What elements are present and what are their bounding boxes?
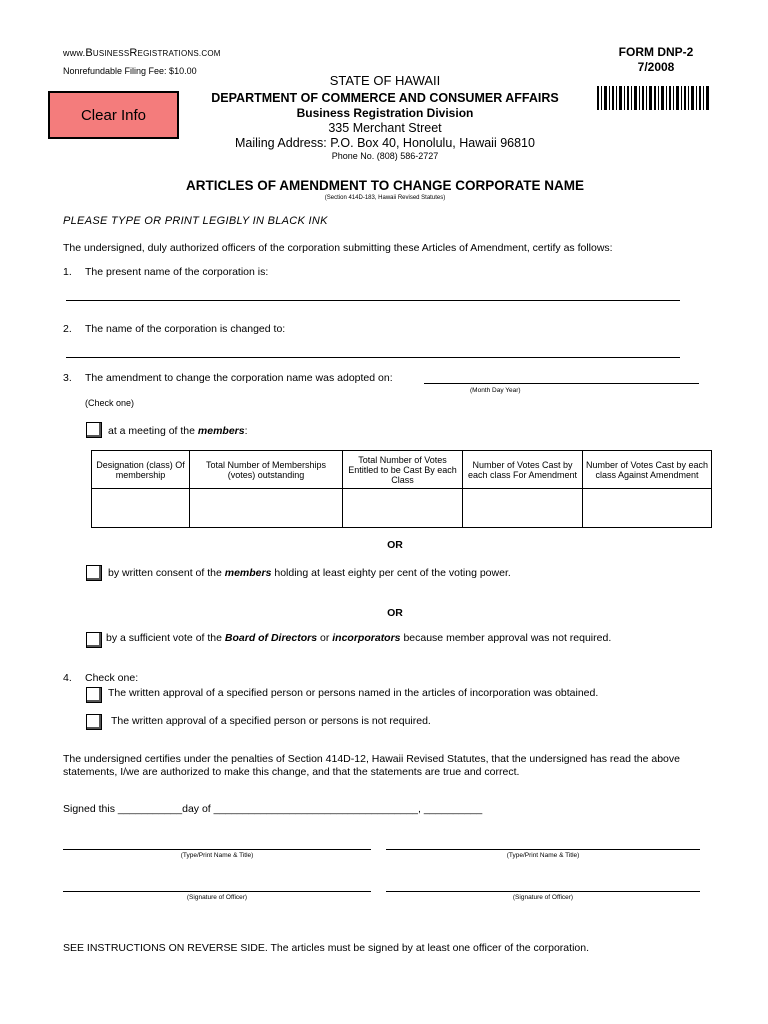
name-title-line-1[interactable]: [63, 849, 371, 850]
item1-number: 1.: [63, 266, 72, 278]
check-one-label: (Check one): [85, 398, 135, 408]
designation-cell[interactable]: [92, 489, 190, 528]
form-id: [600, 45, 712, 75]
url-usiness: USINESS: [92, 49, 130, 58]
item2-number: 2.: [63, 323, 72, 335]
new-name-field[interactable]: [66, 357, 680, 358]
or-divider-2: OR: [387, 607, 403, 619]
consent-prefix: by written consent of the: [108, 567, 222, 579]
statute-reference: (Section 414D-183, Hawaii Revised Statutes): [324, 195, 446, 201]
street-address: 335 Merchant Street: [328, 121, 442, 135]
name-title-caption-2: (Type/Print Name & Title): [506, 852, 580, 859]
signature-line-2[interactable]: [386, 891, 700, 892]
column-votes-against: Number of Votes Cast by each class Against Amendment: [583, 451, 712, 489]
meeting-checkbox[interactable]: [86, 422, 102, 438]
signed-date-line[interactable]: Signed this ___________day of ___________________________________, __________: [63, 803, 483, 815]
name-title-line-2[interactable]: [386, 849, 700, 850]
consent-suffix: holding at least eighty per cent of the voting power.: [274, 567, 511, 579]
board-or: or: [320, 632, 330, 644]
board-vote-checkbox[interactable]: [86, 632, 102, 648]
department-heading: DEPARTMENT OF COMMERCE AND CONSUMER AFFAIRS: [211, 91, 559, 105]
adoption-date-field[interactable]: [424, 383, 699, 384]
votes-for-cell[interactable]: [463, 489, 583, 528]
table-row: [92, 489, 712, 528]
certification-text: The undersigned certifies under the penalties of Section 414D-12, Hawaii Revised Statutes, that the undersigned has read the above statements, I/we are authorized to make this change, and that the statements are true and correct.: [63, 753, 680, 778]
votes-entitled-cell[interactable]: [343, 489, 463, 528]
intro-text: The undersigned, duly authorized officers of the corporation submitting these Articles of Amendment, certify as follows:: [63, 242, 613, 254]
item1-label: The present name of the corporation is:: [85, 266, 269, 278]
column-designation: Designation (class) Of membership: [92, 451, 190, 489]
votes-table: [91, 450, 712, 528]
division-heading: Business Registration Division: [296, 106, 474, 120]
name-title-caption-1: (Type/Print Name & Title): [180, 852, 254, 859]
item2-label: The name of the corporation is changed to:: [85, 323, 286, 335]
board-prefix: by a sufficient vote of the: [106, 632, 222, 644]
item3-number: 3.: [63, 372, 72, 384]
item4-number: 4.: [63, 672, 72, 684]
form-date: 7/2008: [637, 60, 675, 74]
written-consent-label: [108, 567, 511, 579]
form-number: FORM DNP-2: [618, 45, 694, 59]
votes-against-cell[interactable]: [583, 489, 712, 528]
signature-caption-1: (Signature of Officer): [186, 894, 248, 901]
url-rest: EGISTRATIONS.COM: [137, 49, 221, 58]
filing-fee: Nonrefundable Filing Fee: $10.00: [63, 66, 197, 76]
url-b: B: [85, 47, 93, 59]
or-divider-1: OR: [387, 539, 403, 551]
consent-members: members: [224, 567, 272, 579]
url-prefix: www.: [63, 48, 86, 58]
table-header-row: [92, 451, 712, 489]
form-title: ARTICLES OF AMENDMENT TO CHANGE CORPORATE NAME: [186, 178, 584, 193]
column-votes-for: Number of Votes Cast by each class For Amendment: [463, 451, 583, 489]
memberships-cell[interactable]: [190, 489, 343, 528]
board-of-directors: Board of Directors: [224, 632, 318, 644]
url-r: R: [129, 47, 138, 59]
meeting-colon: :: [244, 425, 248, 437]
column-memberships: Total Number of Memberships (votes) outstanding: [190, 451, 343, 489]
item4-label: Check one:: [85, 672, 139, 684]
phone-number: Phone No. (808) 586-2727: [331, 151, 439, 161]
approval-not-required-label: The written approval of a specified person or persons is not required.: [111, 715, 431, 727]
written-consent-checkbox[interactable]: [86, 565, 102, 581]
website-url: [63, 47, 221, 59]
board-vote-label: [106, 632, 611, 644]
approval-obtained-label: The written approval of a specified person or persons named in the articles of incorporation was obtained.: [108, 687, 599, 699]
item3-label: The amendment to change the corporation name was adopted on:: [85, 372, 393, 384]
column-votes-entitled: Total Number of Votes Entitled to be Cast By each Class: [343, 451, 463, 489]
approval-obtained-checkbox[interactable]: [86, 687, 102, 703]
ink-instruction: PLEASE TYPE OR PRINT LEGIBLY IN BLACK INK: [63, 215, 328, 227]
clear-info-button[interactable]: Clear Info: [48, 91, 179, 139]
footer-instructions: SEE INSTRUCTIONS ON REVERSE SIDE. The articles must be signed by at least one officer of the corporation.: [63, 942, 589, 954]
barcode-icon: [597, 86, 709, 110]
meeting-prefix: at a meeting of the: [108, 425, 195, 437]
meeting-label: [108, 425, 248, 437]
signature-line-1[interactable]: [63, 891, 371, 892]
present-name-field[interactable]: [66, 300, 680, 301]
members-label: members: [197, 425, 245, 437]
signature-caption-2: (Signature of Officer): [512, 894, 574, 901]
incorporators: incorporators: [332, 632, 401, 644]
state-heading: STATE OF HAWAII: [329, 73, 441, 88]
date-format-hint: (Month Day Year): [470, 387, 521, 394]
board-suffix: because member approval was not required.: [403, 632, 612, 644]
approval-not-required-checkbox[interactable]: [86, 714, 102, 730]
mailing-address: Mailing Address: P.O. Box 40, Honolulu, Hawaii 96810: [235, 136, 535, 150]
